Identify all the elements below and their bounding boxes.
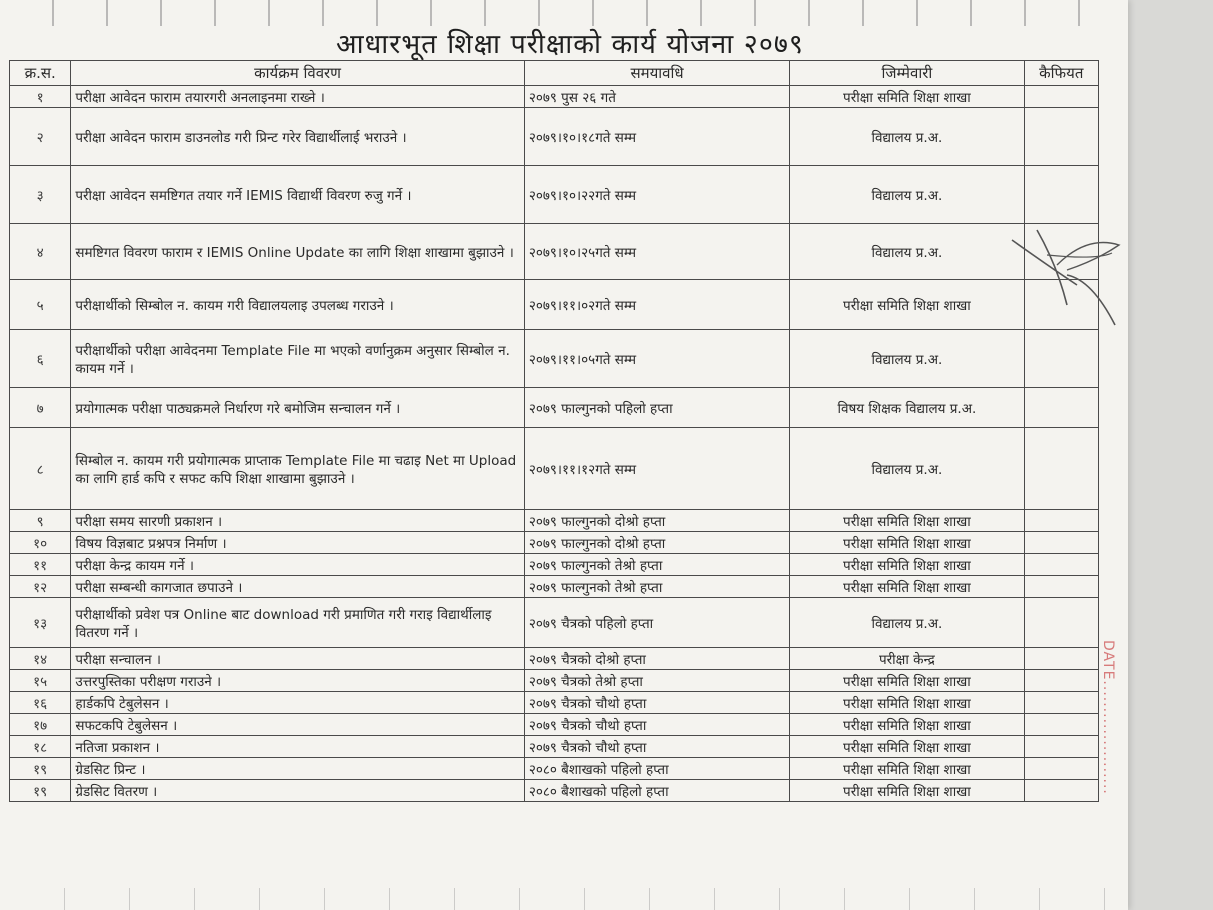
cell-timeline: २०७९ चैत्रको दोश्रो हप्ता [524,648,789,670]
cell-timeline: २०८० बैशाखको पहिलो हप्ता [524,780,789,802]
cell-description: परीक्षा केन्द्र कायम गर्ने । [71,554,524,576]
cell-remarks [1024,598,1098,648]
cell-responsibility: परीक्षा समिति शिक्षा शाखा [790,532,1024,554]
cell-description: परीक्षा आवेदन फाराम तयारगरी अनलाइनमा राख्ने । [71,86,524,108]
table-row [10,648,1099,670]
cell-timeline: २०७९ चैत्रको पहिलो हप्ता [524,598,789,648]
table-row [10,598,1099,648]
cell-sn: ८ [10,428,71,510]
cell-description: परीक्षार्थीको प्रवेश पत्र Online बाट download गरी प्रमाणित गरी गराइ विद्यार्थीलाइ वितरण गर्ने । [71,598,524,648]
cell-remarks [1024,692,1098,714]
cell-responsibility: परीक्षा समिति शिक्षा शाखा [790,554,1024,576]
cell-sn: १५ [10,670,71,692]
cell-responsibility: विद्यालय प्र.अ. [790,108,1024,166]
cell-timeline: २०७९ फाल्गुनको दोश्रो हप्ता [524,532,789,554]
cell-responsibility: विषय शिक्षक विद्यालय प्र.अ. [790,388,1024,428]
cell-remarks [1024,758,1098,780]
table-row [10,388,1099,428]
cell-description: परीक्षा सम्बन्धी कागजात छपाउने । [71,576,524,598]
cell-timeline: २०७९ चैत्रको चौथो हप्ता [524,714,789,736]
cell-sn: १६ [10,692,71,714]
cell-remarks [1024,670,1098,692]
cell-description: प्रयोगात्मक परीक्षा पाठ्यक्रमले निर्धारण गरे बमोजिम सन्चालन गर्ने । [71,388,524,428]
cell-description: परीक्षा आवेदन फाराम डाउनलोड गरी प्रिन्ट गरेर विद्यार्थीलाई भराउने । [71,108,524,166]
bottom-ruling [0,888,1128,910]
cell-sn: ११ [10,554,71,576]
cell-timeline: २०७९ चैत्रको तेश्रो हप्ता [524,670,789,692]
cell-sn: ३ [10,166,71,224]
cell-timeline: २०७९।११।०५गते सम्म [524,330,789,388]
cell-remarks [1024,428,1098,510]
table-row [10,692,1099,714]
header-timeline: समयावधि [524,61,789,86]
cell-description: ग्रेडसिट वितरण । [71,780,524,802]
cell-description: परीक्षा आवेदन समष्टिगत तयार गर्ने IEMIS विद्यार्थी विवरण रुजु गर्ने । [71,166,524,224]
cell-timeline: २०७९ चैत्रको चौथो हप्ता [524,736,789,758]
cell-responsibility: विद्यालय प्र.अ. [790,166,1024,224]
cell-description: उत्तरपुस्तिका परीक्षण गराउने । [71,670,524,692]
cell-responsibility: परीक्षा समिति शिक्षा शाखा [790,780,1024,802]
cell-description: विषय विज्ञबाट प्रश्नपत्र निर्माण । [71,532,524,554]
cell-timeline: २०७९।१०।२२गते सम्म [524,166,789,224]
cell-timeline: २०७९।११।१२गते सम्म [524,428,789,510]
cell-responsibility: विद्यालय प्र.अ. [790,224,1024,280]
cell-description: सिम्बोल न. कायम गरी प्रयोगात्मक प्राप्ताक Template File मा चढाइ Net मा Upload का लागि हार्ड कपि र सफट कपि शिक्षा शाखामा बुझाउने । [71,428,524,510]
cell-remarks [1024,108,1098,166]
cell-remarks [1024,648,1098,670]
table-header-row [10,61,1099,86]
cell-sn: १४ [10,648,71,670]
cell-remarks [1024,736,1098,758]
cell-responsibility: विद्यालय प्र.अ. [790,428,1024,510]
cell-responsibility: परीक्षा समिति शिक्षा शाखा [790,692,1024,714]
table-row [10,166,1099,224]
cell-responsibility: परीक्षा समिति शिक्षा शाखा [790,510,1024,532]
table-row [10,780,1099,802]
cell-sn: १३ [10,598,71,648]
cell-responsibility: परीक्षा समिति शिक्षा शाखा [790,714,1024,736]
cell-timeline: २०७९ फाल्गुनको तेश्रो हप्ता [524,576,789,598]
header-remarks: कैफियत [1024,61,1098,86]
cell-sn: १९ [10,780,71,802]
cell-timeline: २०८० बैशाखको पहिलो हप्ता [524,758,789,780]
cell-timeline: २०७९।१०।१८गते सम्म [524,108,789,166]
cell-timeline: २०७९ चैत्रको चौथो हप्ता [524,692,789,714]
cell-remarks [1024,330,1098,388]
header-sn: क्र.स. [10,61,71,86]
cell-timeline: २०७९ फाल्गुनको दोश्रो हप्ता [524,510,789,532]
plan-table [9,60,1099,802]
table-row [10,576,1099,598]
table-row [10,86,1099,108]
cell-description: परीक्षार्थीको सिम्बोल न. कायम गरी विद्यालयलाइ उपलब्ध गराउने । [71,280,524,330]
cell-description: नतिजा प्रकाशन । [71,736,524,758]
cell-description: परीक्षा समय सारणी प्रकाशन । [71,510,524,532]
cell-sn: १ [10,86,71,108]
header-description: कार्यक्रम विवरण [71,61,524,86]
table-row [10,554,1099,576]
cell-remarks [1024,510,1098,532]
cell-sn: ७ [10,388,71,428]
side-date-label: DATE..................... [1100,640,1116,795]
cell-responsibility: परीक्षा केन्द्र [790,648,1024,670]
cell-description: हार्डकपि टेबुलेसन । [71,692,524,714]
cell-sn: १२ [10,576,71,598]
cell-sn: १८ [10,736,71,758]
cell-remarks [1024,532,1098,554]
cell-description: समष्टिगत विवरण फाराम र IEMIS Online Update का लागि शिक्षा शाखामा बुझाउने । [71,224,524,280]
table-row [10,280,1099,330]
table-row [10,532,1099,554]
table-row [10,758,1099,780]
table-row [10,330,1099,388]
cell-remarks [1024,86,1098,108]
table-row [10,224,1099,280]
cell-sn: १७ [10,714,71,736]
cell-timeline: २०७९।१०।२५गते सम्म [524,224,789,280]
cell-sn: २ [10,108,71,166]
cell-timeline: २०७९ फाल्गुनको पहिलो हप्ता [524,388,789,428]
cell-timeline: २०७९ फाल्गुनको तेश्रो हप्ता [524,554,789,576]
cell-responsibility: परीक्षा समिति शिक्षा शाखा [790,670,1024,692]
table-row [10,670,1099,692]
cell-remarks [1024,780,1098,802]
cell-sn: ५ [10,280,71,330]
table-row [10,714,1099,736]
cell-remarks [1024,576,1098,598]
cell-timeline: २०७९।११।०२गते सम्म [524,280,789,330]
cell-sn: ४ [10,224,71,280]
table-row [10,108,1099,166]
cell-timeline: २०७९ पुस २६ गते [524,86,789,108]
cell-description: परीक्षा सन्चालन । [71,648,524,670]
cell-responsibility: परीक्षा समिति शिक्षा शाखा [790,86,1024,108]
cell-description: सफटकपि टेबुलेसन । [71,714,524,736]
cell-description: परीक्षार्थीको परीक्षा आवेदनमा Template File मा भएको वर्णानुक्रम अनुसार सिम्बोल न. कायम गर्ने । [71,330,524,388]
cell-remarks [1024,388,1098,428]
cell-sn: ६ [10,330,71,388]
top-ruling [0,0,1128,26]
table-row [10,736,1099,758]
cell-description: ग्रेडसिट प्रिन्ट । [71,758,524,780]
cell-responsibility: विद्यालय प्र.अ. [790,330,1024,388]
cell-remarks [1024,554,1098,576]
cell-remarks [1024,714,1098,736]
cell-responsibility: परीक्षा समिति शिक्षा शाखा [790,576,1024,598]
cell-sn: १९ [10,758,71,780]
table-row [10,428,1099,510]
cell-responsibility: विद्यालय प्र.अ. [790,598,1024,648]
table-row [10,510,1099,532]
signature-mark [1007,225,1122,335]
cell-responsibility: परीक्षा समिति शिक्षा शाखा [790,758,1024,780]
cell-responsibility: परीक्षा समिति शिक्षा शाखा [790,736,1024,758]
header-responsibility: जिम्मेवारी [790,61,1024,86]
cell-remarks [1024,166,1098,224]
cell-sn: १० [10,532,71,554]
cell-responsibility: परीक्षा समिति शिक्षा शाखा [790,280,1024,330]
cell-sn: ९ [10,510,71,532]
page-title: आधारभूत शिक्षा परीक्षाको कार्य योजना २०७९ [336,29,804,60]
